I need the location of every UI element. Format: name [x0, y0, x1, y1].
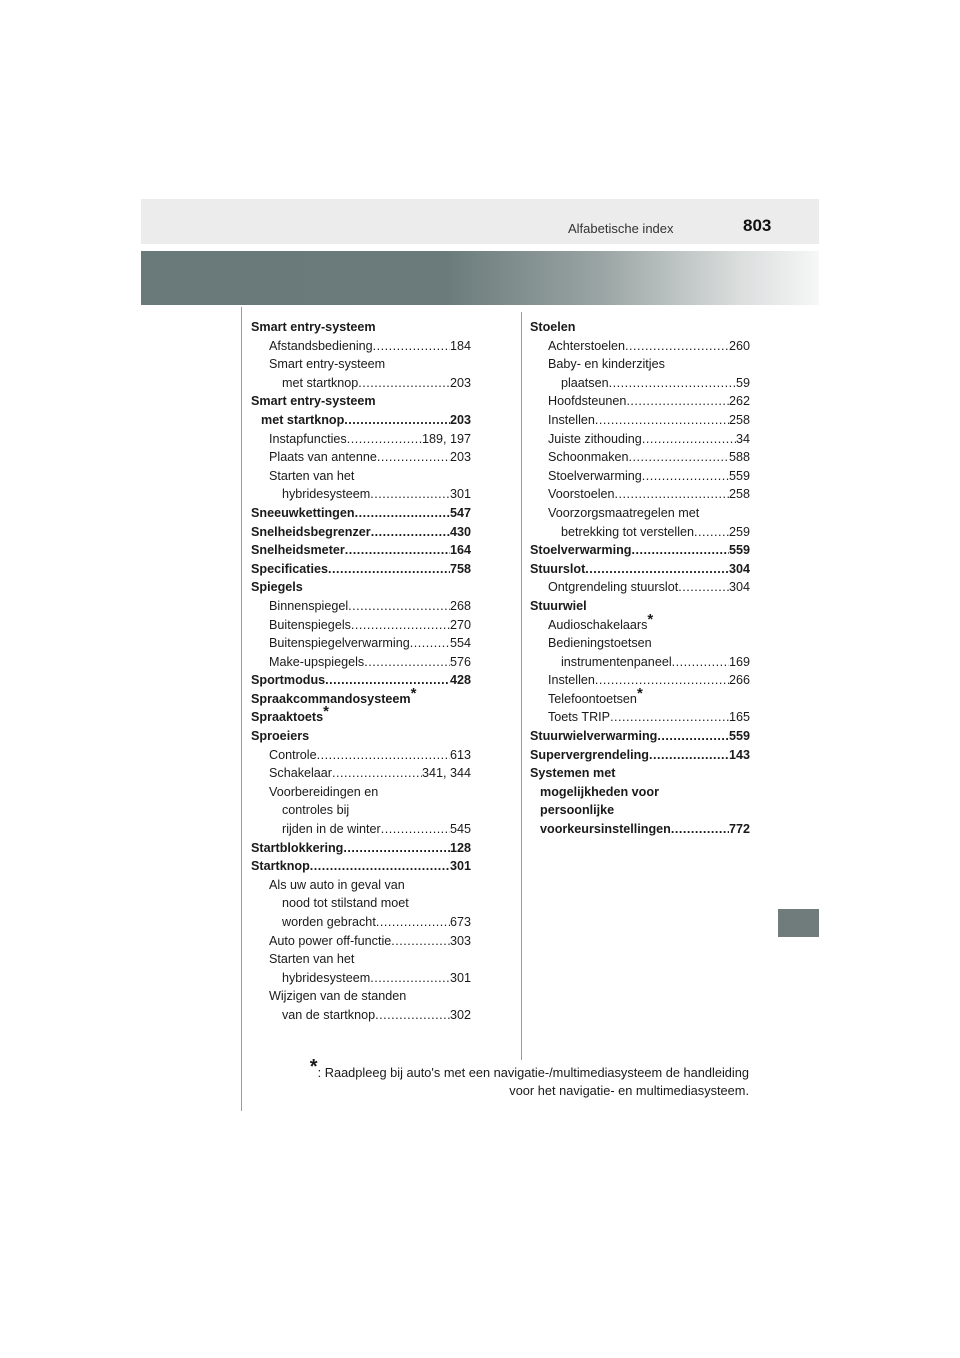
index-entry: Stuurwielverwarming ..... 559 [530, 727, 750, 746]
column-divider [521, 312, 522, 1060]
index-text: Baby- en kinderzitjes [548, 357, 665, 372]
index-column-right [530, 318, 750, 839]
index-entry: worden gebracht ..... 673 [251, 913, 471, 932]
header-bar [141, 199, 819, 244]
index-text: persoonlijke [540, 803, 615, 818]
index-entry: plaatsen ..... 59 [530, 374, 750, 393]
index-entry: Binnenspiegel ..... 268 [251, 597, 471, 616]
index-text: Smart entry-systeem [269, 357, 386, 372]
index-entry: Toets TRIP ..... 165 [530, 708, 750, 727]
index-entry: Stoelverwarming ..... 559 [530, 541, 750, 560]
index-entry: Specificaties ..... 758 [251, 560, 471, 579]
index-entry: Ontgrendeling stuurslot ..... 304 [530, 578, 750, 597]
index-heading: Smart entry-systeem [251, 320, 376, 334]
index-entry: Buitenspiegelverwarming ..... 554 [251, 634, 471, 653]
index-heading: Sproeiers [251, 729, 310, 744]
index-entry: met startknop ..... 203 [251, 411, 471, 430]
index-entry: instrumentenpaneel ..... 169 [530, 653, 750, 672]
index-column-left [251, 318, 471, 1025]
index-entry: Make-upspiegels ..... 576 [251, 653, 471, 672]
decorative-band [141, 251, 819, 305]
index-entry: Controle ..... 613 [251, 746, 471, 765]
index-heading: Spraakcommandosysteem* [251, 684, 417, 706]
index-entry: Schoonmaken ..... 588 [530, 448, 750, 467]
index-entry: Afstandsbediening ..... 184 [251, 337, 471, 356]
index-text: nood tot stilstand moet [282, 896, 409, 911]
index-entry: Achterstoelen ..... 260 [530, 337, 750, 356]
footnote-line-1: *: Raadpleeg bij auto's met een navigatie-/multimediasysteem de handleiding [309, 1056, 749, 1080]
index-entry: hybridesysteem ..... 301 [251, 969, 471, 988]
index-text: Bedieningstoetsen [548, 636, 652, 651]
index-heading: Stoelen [530, 320, 576, 334]
index-entry: Instellen ..... 258 [530, 411, 750, 430]
footnote [272, 1056, 749, 1100]
index-text: Als uw auto in geval van [269, 877, 405, 892]
index-entry: Hoofdsteunen ..... 262 [530, 392, 750, 411]
index-entry: Stuurslot ..... 304 [530, 560, 750, 579]
index-entry: betrekking tot verstellen ..... 259 [530, 523, 750, 542]
index-entry: Startblokkering ..... 128 [251, 839, 471, 858]
index-entry: met startknop ..... 203 [251, 374, 471, 393]
index-heading: Systemen met [530, 766, 616, 781]
index-text: mogelijkheden voor [540, 784, 659, 799]
index-text: controles bij [282, 803, 350, 818]
footnote-marker: * [309, 1056, 318, 1078]
index-text: Voorbereidingen en [269, 784, 379, 799]
chapter-tab [778, 909, 819, 937]
index-text: Voorzorgsmaatregelen met [548, 505, 700, 520]
footnote-marker: * [323, 703, 329, 721]
index-entry: Plaats van antenne ..... 203 [251, 448, 471, 467]
index-entry: Buitenspiegels ..... 270 [251, 616, 471, 635]
index-entry: Snelheidsbegrenzer ..... 430 [251, 523, 471, 542]
footnote-line-2: voor het navigatie- en multimediasysteem. [509, 1083, 749, 1098]
index-text: Wijzigen van de standen [269, 989, 407, 1004]
index-entry: Auto power off-functie ..... 303 [251, 932, 471, 951]
index-entry: van de startknop ..... 302 [251, 1006, 471, 1025]
index-entry: Instellen ..... 266 [530, 671, 750, 690]
index-entry: Stoelverwarming ..... 559 [530, 467, 750, 486]
margin-rule [241, 307, 242, 1111]
index-heading: Spiegels [251, 580, 303, 595]
index-entry: Snelheidsmeter ..... 164 [251, 541, 471, 560]
index-heading: Smart entry-systeem [251, 394, 376, 409]
index-text: Audioschakelaars* [548, 610, 654, 632]
index-entry: Sneeuwkettingen ..... 547 [251, 504, 471, 523]
index-entry: voorkeursinstellingen ..... 772 [530, 820, 750, 839]
footnote-marker: * [636, 684, 643, 702]
index-entry: Instapfuncties ..... 189, 197 [251, 430, 471, 449]
index-text: Telefoontoetsen* [548, 684, 643, 706]
index-entry: Sportmodus ..... 428 [251, 671, 471, 690]
footnote-marker: * [410, 684, 417, 702]
index-entry: Startknop ..... 301 [251, 857, 471, 876]
footnote-marker: * [647, 610, 654, 628]
index-entry: Voorstoelen ..... 258 [530, 485, 750, 504]
index-text: Starten van het [269, 952, 355, 967]
index-entry: rijden in de winter ..... 545 [251, 820, 471, 839]
page-number: 803 [743, 216, 772, 235]
index-entry: Supervergrendeling ..... 143 [530, 746, 750, 765]
index-text: Starten van het [269, 468, 355, 483]
index-heading: Stuurwiel [530, 598, 587, 613]
index-entry: hybridesysteem ..... 301 [251, 485, 471, 504]
index-entry: Schakelaar ..... 341, 344 [251, 764, 471, 783]
section-title: Alfabetische index [568, 221, 674, 236]
index-heading: Spraaktoets* [251, 703, 329, 725]
index-entry: Juiste zithouding ..... 34 [530, 430, 750, 449]
